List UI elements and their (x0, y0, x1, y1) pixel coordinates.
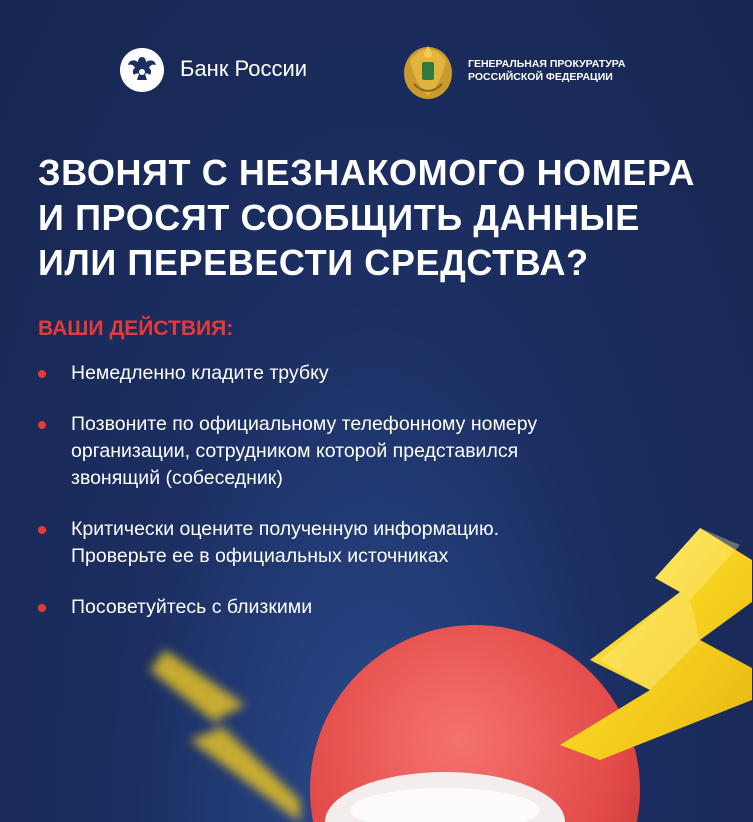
bullet-icon (38, 421, 46, 429)
bullet-icon (38, 526, 46, 534)
phone-icon (310, 625, 640, 822)
list-item (38, 360, 698, 387)
bullet-icon (38, 604, 46, 612)
prosecutor-line-2: РОССИЙСКОЙ ФЕДЕРАЦИИ (468, 71, 613, 83)
prosecutor-emblem-icon (400, 40, 456, 102)
bank-of-russia-eagle-icon (120, 48, 164, 92)
list-item-text: звонящий (собеседник) (71, 467, 283, 489)
list-item-text: Проверьте ее в официальных источниках (71, 545, 449, 567)
list-item-text: Посоветуйтесь с близкими (71, 596, 313, 618)
list-item (38, 516, 698, 570)
bullet-icon (38, 370, 46, 378)
list-item (38, 411, 698, 492)
header-logos (120, 40, 753, 100)
bank-name: Банк России (180, 56, 308, 81)
lightning-icon-blurred (150, 650, 300, 822)
title-line-1: ЗВОНЯТ С НЕЗНАКОМОГО НОМЕРА (38, 152, 696, 193)
actions-list (38, 360, 698, 645)
title-line-3: ИЛИ ПЕРЕВЕСТИ СРЕДСТВА? (38, 242, 589, 283)
list-item-text: Немедленно кладите трубку (71, 362, 329, 384)
list-item (38, 594, 698, 621)
list-item-text: организации, сотрудником которой представился (71, 440, 519, 462)
list-item-text: Позвоните по официальному телефонному номеру (71, 413, 538, 435)
prosecutor-line-1: ГЕНЕРАЛЬНАЯ ПРОКУРАТУРА (468, 58, 626, 70)
actions-heading: ВАШИ ДЕЙСТВИЯ: (38, 317, 234, 340)
list-item-text: Критически оцените полученную информацию. (71, 518, 499, 540)
title-line-2: И ПРОСЯТ СООБЩИТЬ ДАННЫЕ (38, 197, 640, 238)
prosecutor-office-name (468, 58, 625, 84)
page-title (38, 150, 728, 285)
